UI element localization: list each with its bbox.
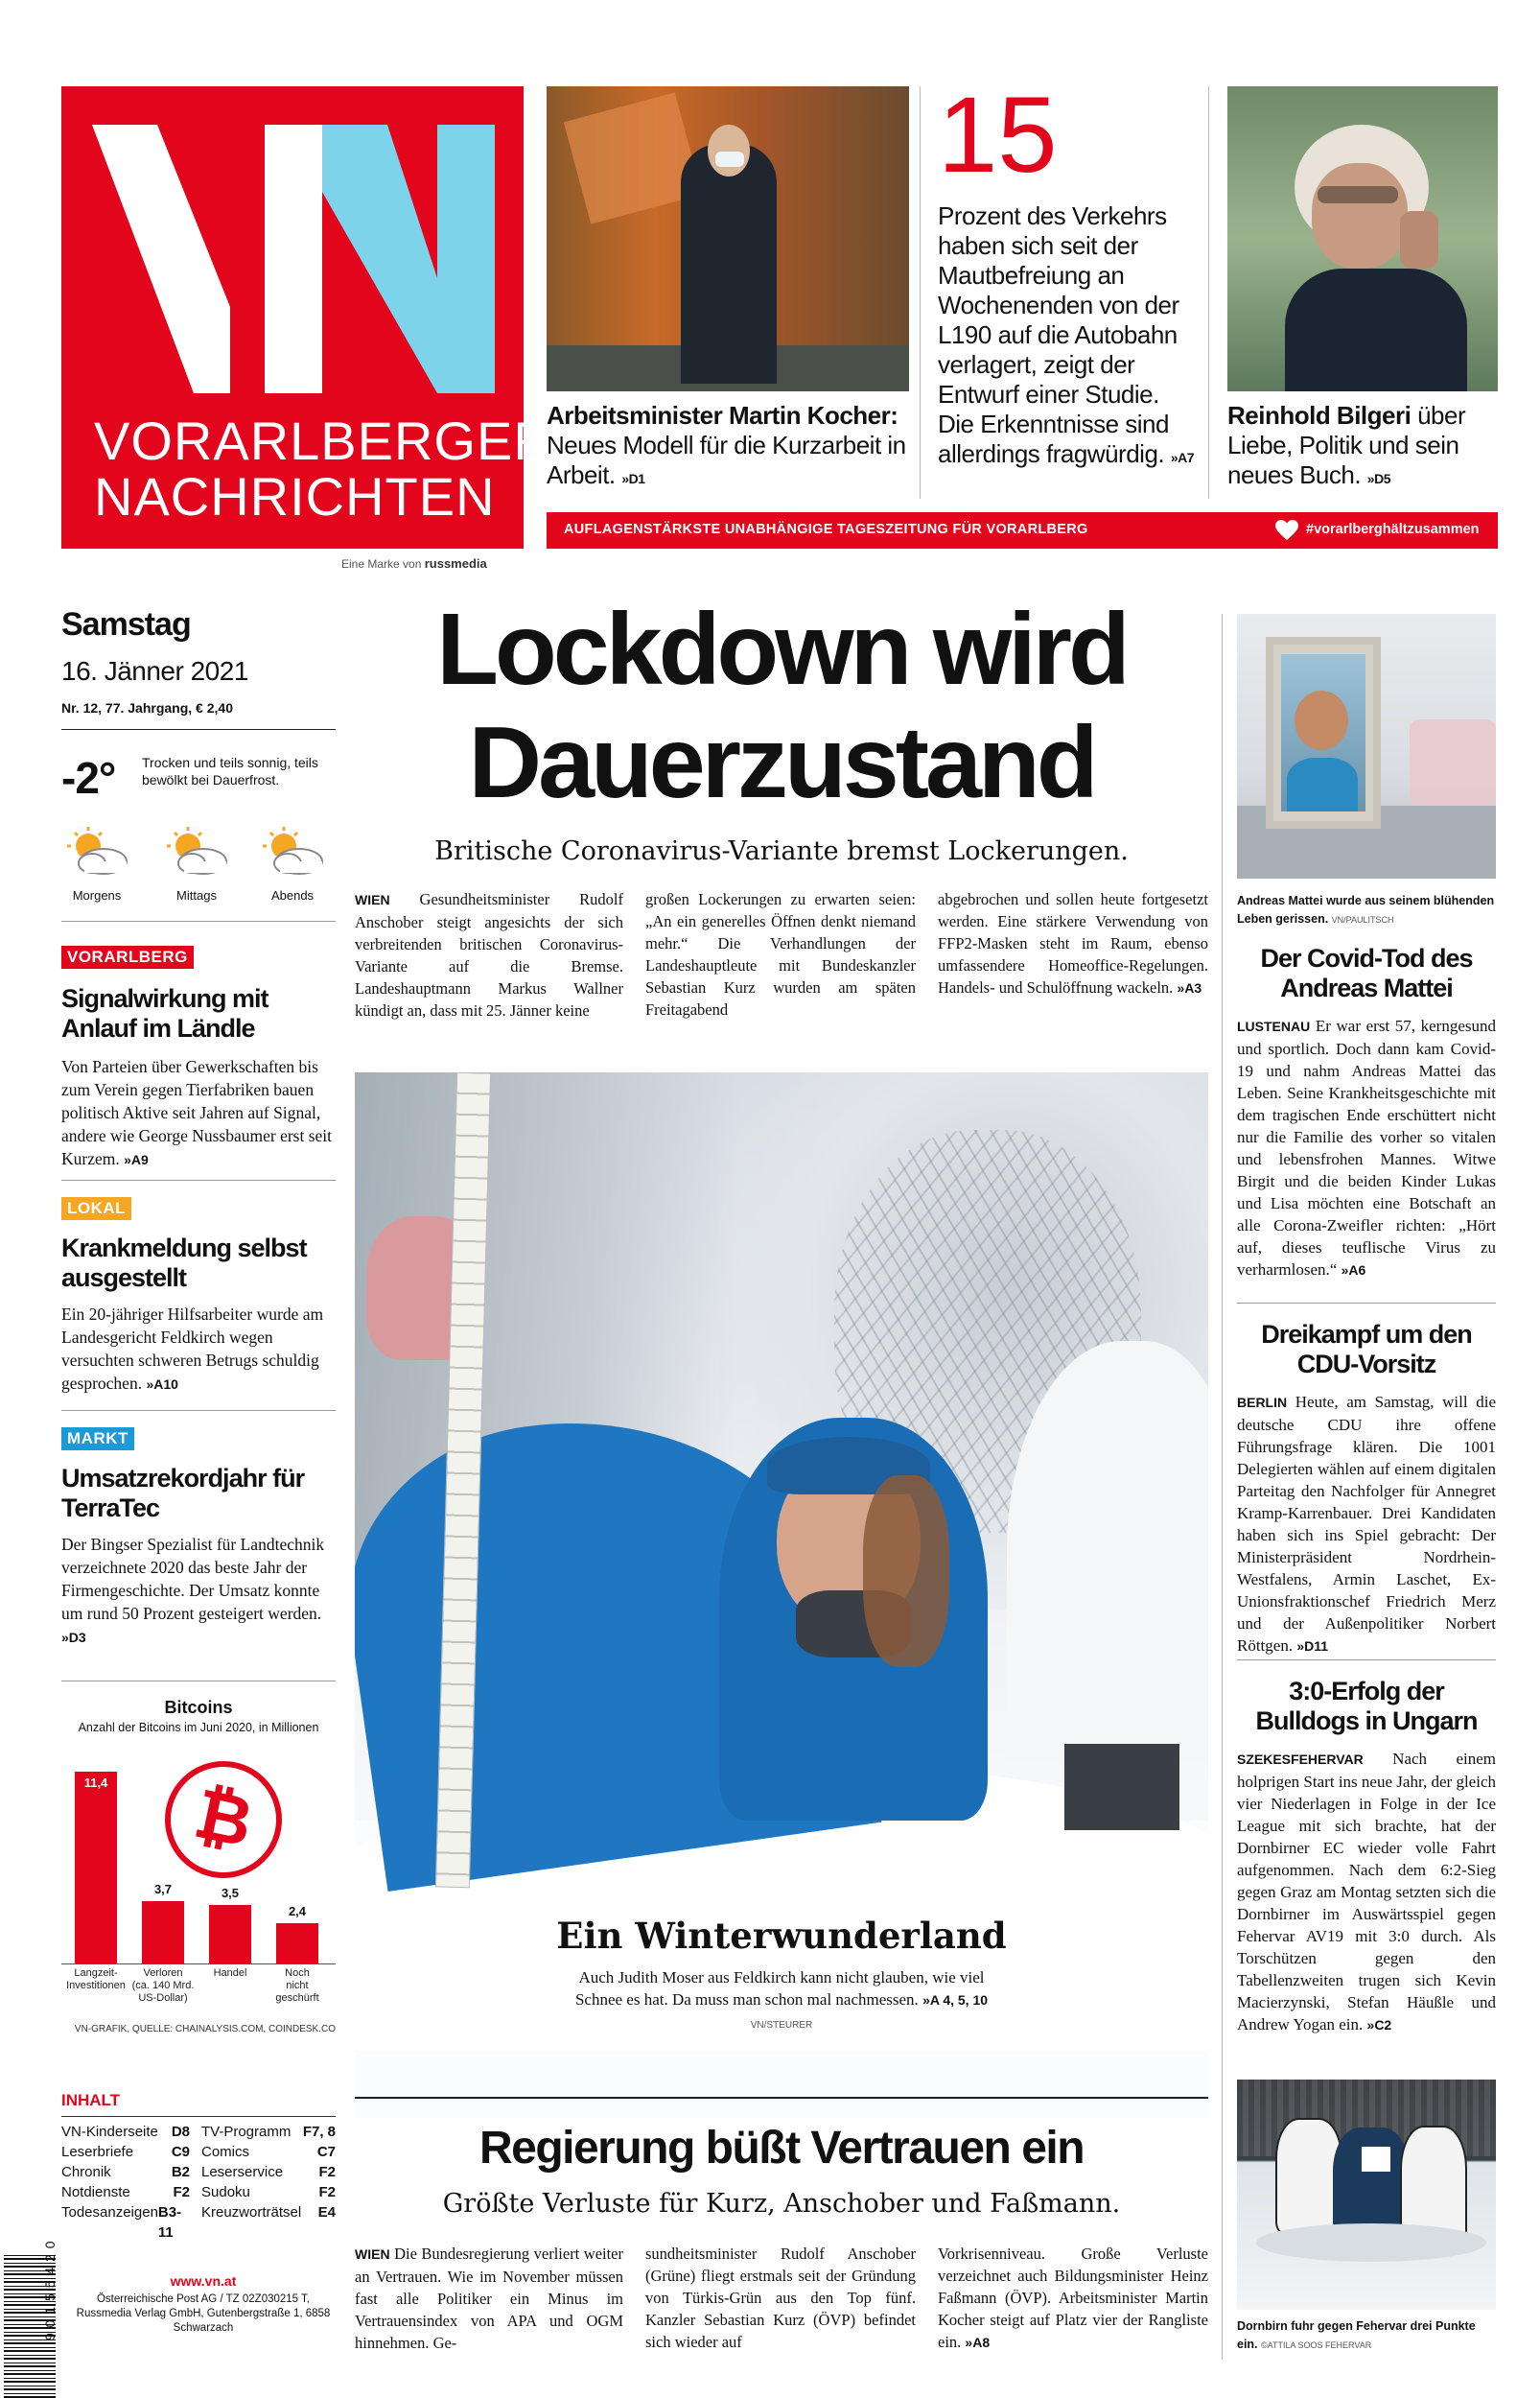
contents-right [201, 2122, 336, 2222]
right-rule-1 [1237, 1303, 1496, 1304]
story-2-dateline: BERLIN [1237, 1395, 1288, 1410]
lead-col-1-text: Gesundheitsminister Rudolf Anschober steigt angesichts der sich verbreitenden britischen Coronavirus-Variante auf die Bremse. Landeshauptmann Markus Wallner kündigt an, dass mit 25. Jänner keine [355, 890, 624, 1020]
kicker-vorarlberg: VORARLBERG [61, 946, 194, 969]
contents-item[interactable] [61, 2162, 190, 2182]
teaser-1-text[interactable] [547, 401, 909, 494]
second-col-3 [938, 2243, 1208, 2354]
mattei-credit: VN/PAULITSCH [1331, 915, 1394, 925]
story-1-text [1237, 1015, 1496, 1281]
barcode-number: 9 0 1 5 5 4 2 0 [42, 2240, 58, 2340]
sun-cloud-icon [259, 825, 326, 879]
contents-left [61, 2122, 190, 2243]
teaser-1-bold: Arbeitsminister Martin Kocher: [547, 401, 898, 430]
contents-item-label: TV-Programm [201, 2124, 292, 2140]
left-rule-4 [61, 1410, 336, 1411]
left-news-2-body: Ein 20-jähriger Hilfsarbeiter wurde am Landesgericht Feldkirch wegen versuchten schweren Betrugs schuldig gesprochen. [61, 1305, 324, 1393]
teaser-2-body: Prozent des Verkehrs haben sich seit der Mautbefreiung an Wochenenden von der L190 auf die Autobahn verlagert, zeigt der Entwurf einer Studie. Die Erkenntnisse sind allerdings fragwürdig. [938, 201, 1179, 468]
chart-value-label: 2,4 [288, 1904, 307, 1918]
photo-ref: »A 4, 5, 10 [922, 1992, 989, 2008]
teaser-1-body: Neues Modell für die Kurzarbeit in Arbeit. [547, 431, 906, 489]
story-1-dateline: LUSTENAU [1237, 1019, 1311, 1034]
chart-bar [75, 1772, 117, 1963]
contents-item[interactable] [61, 2122, 190, 2142]
photo-caption-text: Auch Judith Moser aus Feldkirch kann nicht glauben, wie viel Schnee es hat. Da muss man schon mal nachmessen. [574, 1968, 985, 2009]
contents-item-label: Leserbriefe [61, 2144, 134, 2160]
contents-item[interactable] [61, 2142, 190, 2162]
second-col-1-text: Die Bundesregierung verliert weiter an Vertrauen. Wie im November müssen fast alle Politiker ein Minus im Vertrauensindex von APA und OGM hinnehmen. Ge- [355, 2245, 623, 2352]
chart-category-label: Verloren (ca. 140 Mrd. US-Dollar) [131, 1967, 195, 2004]
photo-hockey [1237, 2080, 1496, 2310]
imprint-url[interactable]: www.vn.at [170, 2273, 237, 2289]
mattei-caption [1237, 892, 1496, 929]
center-rule [355, 2097, 1208, 2099]
svg-text:₿: ₿ [188, 1775, 260, 1863]
story-1-ref: »A6 [1341, 1262, 1366, 1278]
chart-bar [276, 1923, 318, 1963]
contents-title: INHALT [61, 2091, 121, 2109]
masthead-logo[interactable] [61, 86, 553, 549]
photo-credit: VN/STEURER [750, 2020, 813, 2031]
chart-value-label: 3,7 [153, 1882, 173, 1896]
hockey-caption [1237, 2317, 1496, 2355]
sun-cloud-icon [63, 825, 130, 879]
left-news-2-text [61, 1303, 336, 1396]
mattei-caption-text: Andreas Mattei wurde aus seinem blühenden Leben gerissen. [1237, 894, 1495, 926]
contents-item-page: F7, 8 [302, 2124, 336, 2140]
contents-item-label: Comics [201, 2144, 250, 2160]
lead-headline-2[interactable]: Dauerzustand [468, 706, 1095, 819]
left-news-3-body: Der Bingser Spezialist für Landtechnik verzeichnete 2020 das beste Jahr der Firmengeschichte. Der Umsatz konnte um rund 50 Prozent gesteigert werden. [61, 1535, 325, 1623]
contents-item-label: Sudoku [201, 2184, 250, 2200]
contents-item-label: Kreuzworträtsel [201, 2204, 302, 2221]
contents-item[interactable] [61, 2202, 190, 2243]
teaser-3-body: über Liebe, Politik und sein neues Buch. [1227, 401, 1466, 489]
tagline-bar [547, 512, 1498, 549]
photo-caption [556, 1966, 1007, 2036]
weather-desc: Trocken und teils sonnig, teils bewölkt bei Dauerfrost. [142, 755, 318, 788]
contents-item-page: D8 [171, 2124, 190, 2140]
right-col-divider [1222, 614, 1223, 2360]
second-dateline: WIEN [355, 2246, 390, 2262]
left-rule-2 [61, 921, 336, 922]
hashtag[interactable]: #vorarlberghältzusammen [1306, 522, 1480, 537]
contents-item-page: F2 [173, 2184, 190, 2200]
left-news-1-ref: »A9 [124, 1152, 149, 1167]
chart-category-label: Langzeit- Investitionen [66, 1967, 126, 1991]
teaser-2-text[interactable] [938, 201, 1197, 473]
teaser-3-bold: Reinhold Bilgeri [1227, 401, 1412, 430]
lead-ref: »A3 [1177, 980, 1202, 996]
sun-cloud-icon [163, 825, 230, 879]
left-news-2-ref: »A10 [146, 1376, 178, 1392]
masthead-name-2: NACHRICHTEN [94, 466, 496, 527]
chart-title: Bitcoins [164, 1698, 233, 1717]
chart-category-label: Handel [213, 1967, 247, 1979]
lead-col-3-text: abgebrochen und sollen heute fortgesetzt werden. Eine stärkere Verwendung von FFP2-Masken steht im Raum, ebenso umfassendere Homeoffice-Regelungen. Handels- und Schulöffnung wackeln. [938, 890, 1208, 997]
contents-item[interactable] [201, 2162, 336, 2182]
weather-time-morning: Morgens [72, 888, 122, 903]
teaser-3-ref: »D5 [1366, 471, 1390, 486]
contents-item-page: F2 [318, 2164, 336, 2180]
chart-subtitle: Anzahl der Bitcoins im Juni 2020, in Millionen [78, 1721, 319, 1734]
photo-caption-box [547, 1907, 1016, 2030]
left-news-1-body: Von Parteien über Gewerkschaften bis zum Verein gegen Tierfabriken bauen politisch Aktive seit Jahren auf Signal, andere wie George Nussbaumer erst seit Kurzem. [61, 1057, 333, 1168]
hockey-credit: ©ATTILA SOOS FEHERVAR [1261, 2340, 1372, 2350]
lead-subhead: Britische Coronavirus-Variante bremst Lockerungen. [434, 836, 1129, 866]
story-1-headline[interactable]: Der Covid-Tod des Andreas Mattei [1260, 944, 1473, 1002]
chart-bar [209, 1905, 251, 1963]
second-ref: »A8 [965, 2335, 991, 2350]
chart-value-label: 3,5 [221, 1886, 240, 1900]
left-news-3-ref: »D3 [61, 1630, 86, 1645]
contents-item[interactable] [61, 2182, 190, 2202]
contents-item-label: Chronik [61, 2164, 111, 2180]
left-news-1-headline[interactable]: Signalwirkung mit Anlauf im Ländle [61, 984, 268, 1043]
teaser-divider-1 [920, 86, 921, 499]
left-rule-1 [61, 729, 336, 730]
story-2-headline[interactable]: Dreikampf um den CDU-Vorsitz [1261, 1320, 1472, 1378]
brand-note [341, 556, 487, 571]
masthead-name-1: VORARLBERGER [94, 411, 553, 471]
left-rule-3 [61, 1180, 336, 1181]
hockey-caption-text: Dornbirn fuhr gegen Fehervar drei Punkte ein. [1237, 2319, 1476, 2351]
lead-col-3 [938, 888, 1208, 999]
contents-item[interactable] [201, 2182, 336, 2202]
teaser-1-ref: »D1 [621, 471, 645, 486]
lead-headline-1[interactable]: Lockdown wird [436, 593, 1127, 706]
contents-item-page: F2 [318, 2184, 336, 2200]
contents-item-page: C7 [316, 2144, 336, 2160]
contents-item[interactable] [201, 2202, 336, 2222]
story-2-body: Heute, am Samstag, will die deutsche CDU ihre offene Führungsfrage klären. Die 1001 Delegierten wählen auf einem digitalen Parteitag den Nachfolger für Annegret Kramp-Karrenbauer. Drei Kandidaten haben sich ins Spiel gebracht: Der Ministerpräsident Nordrhein-Westfalens, Armin Laschet, Ex-Unionsfraktionschef Friedrich Merz und der Außenpolitiker Norbert Röttgen. [1237, 1393, 1496, 1655]
second-col-2 [645, 2243, 916, 2353]
left-news-1-text [61, 1055, 336, 1171]
photo-headline[interactable]: Ein Winterwunderland [556, 1915, 1007, 1957]
teaser-3-text[interactable] [1227, 401, 1505, 494]
chart-baseline [61, 1963, 336, 1964]
lead-dateline: WIEN [355, 892, 390, 907]
story-3-ref: »C2 [1366, 2017, 1392, 2033]
vn-logo-mark [61, 86, 524, 403]
left-news-3-text [61, 1533, 336, 1649]
edition-day: Samstag [61, 606, 191, 643]
chart-category-label: Noch nicht geschürft [275, 1967, 319, 2004]
teaser-photo-minister [547, 86, 909, 391]
lead-col-1 [355, 888, 623, 1022]
bitcoin-icon [163, 1759, 284, 1880]
photo-mattei [1237, 614, 1496, 879]
weather-time-evening: Abends [270, 888, 315, 903]
story-3-dateline: SZEKESFEHERVAR [1237, 1751, 1364, 1767]
second-subhead: Größte Verluste für Kurz, Anschober und Faßmann. [442, 2189, 1121, 2219]
story-2-ref: »D11 [1296, 1638, 1329, 1654]
lead-col-2-text: großen Lockerungen zu erwarten seien: „An ein generelles Öffnen denkt niemand mehr.“ Die Verhandlungen der Landeshauptleute mit Bundeskanzler Sebastian Kurz wurden am späten Freitagabend [645, 890, 916, 1019]
chart-source: VN-GRAFIK, QUELLE: CHAINALYSIS.COM, COINDESK.CO [74, 2024, 336, 2034]
story-3-text [1237, 1748, 1496, 2036]
contents-item-label: VN-Kinderseite [61, 2124, 158, 2140]
contents-item[interactable] [201, 2142, 336, 2162]
contents-item-label: Leserservice [201, 2164, 284, 2180]
kicker-markt: MARKT [61, 1427, 134, 1450]
contents-item-page: E4 [317, 2204, 336, 2221]
chart-bar [142, 1901, 184, 1963]
story-3-body: Nach einem holprigen Start ins neue Jahr, der gleich vier Niederlagen in Folge in der Ice League mit sich brachte, hat der Dornbirner EC wieder volle Fahrt aufgenommen. Nach dem 6:2-Sieg gegen Graz am Montag setzten sich die Dornbirner im Auswärtsspiel gegen Fehervar AV19 mit 3:0 durch. Als Torschützen gegen den Tabellenzweiten trugen sich Kevin Macierzynski, Stefan Häußle und Andrew Yogan ein. [1237, 1750, 1497, 2034]
edition-date: 16. Jänner 2021 [61, 656, 248, 686]
second-headline[interactable]: Regierung büßt Vertrauen ein [478, 2123, 1085, 2174]
story-3-headline[interactable]: 3:0-Erfolg der Bulldogs in Ungarn [1255, 1677, 1478, 1735]
edition-issue: Nr. 12, 77. Jahrgang, € 2,40 [61, 700, 233, 716]
brand-company: russmedia [424, 556, 487, 571]
contents-item[interactable] [201, 2122, 336, 2142]
second-col-3-text: Vorkrisenniveau. Große Verluste verzeichnet auch Bildungsminister Heinz Faßmann (ÖVP). Arbeitsminister Martin Kocher steigt auf Platz vier der Rangliste ein. [938, 2245, 1208, 2351]
right-rule-2 [1237, 1659, 1496, 1660]
imprint-text: Österreichische Post AG / TZ 02Z030215 T, Russmedia Verlag GmbH, Gutenbergstraße 1, 6858 Schwarzach [76, 2293, 331, 2334]
story-2-text [1237, 1391, 1496, 1657]
kicker-lokal: LOKAL [61, 1197, 131, 1220]
lead-col-2 [645, 888, 916, 1021]
teaser-photo-bilgeri [1227, 86, 1498, 391]
left-news-2-headline[interactable]: Krankmeldung selbst ausgestellt [61, 1234, 307, 1292]
heart-icon [1275, 520, 1298, 541]
weather-temp: -2° [61, 753, 116, 803]
second-col-1 [355, 2243, 623, 2354]
chart-value-label: 11,4 [83, 1775, 108, 1790]
left-news-3-headline[interactable]: Umsatzrekordjahr für TerraTec [61, 1464, 305, 1522]
contents-item-page: B3-11 [157, 2204, 182, 2241]
weather-time-noon: Mittags [176, 888, 217, 903]
brand-note-text: Eine Marke von [341, 557, 422, 571]
tagline-text: AUFLAGENSTÄRKSTE UNABHÄNGIGE TAGESZEITUNG FÜR VORARLBERG [564, 522, 1088, 537]
teaser-2-ref: »A7 [1170, 450, 1195, 465]
contents-item-label: Todesanzeigen [61, 2204, 158, 2221]
story-1-body: Er war erst 57, kerngesund und sportlich. Doch dann kam Covid-19 und nahm Andreas Mattei das Leben. Seine Krankheitsgeschichte mit dem tragischen Ende erschüttert nicht nur die Familie des vorher so vitalen und lebensfrohen Mannes. Witwe Birgit und die beiden Kinder Lukas und Lisa möchten eine Botschaft an alle Corona-Zweifler richten: „Hört auf, dieses teuflische Virus zu verharmlosen.“ [1237, 1017, 1497, 1279]
contents-rule [61, 2116, 336, 2117]
second-col-2-text: sundheitsminister Rudolf Anschober (Grüne) fliegt erstmals seit der Gründung von Türkis-Grün aus den Top fünf. Kanzler Sebastian Kurz (ÖVP) befindet sich wieder auf [645, 2245, 916, 2351]
teaser-2-number: 15 [938, 75, 1058, 195]
contents-item-page: C9 [171, 2144, 190, 2160]
teaser-divider-2 [1208, 86, 1209, 499]
contents-item-label: Notdienste [61, 2184, 130, 2200]
contents-item-page: B2 [171, 2164, 190, 2180]
